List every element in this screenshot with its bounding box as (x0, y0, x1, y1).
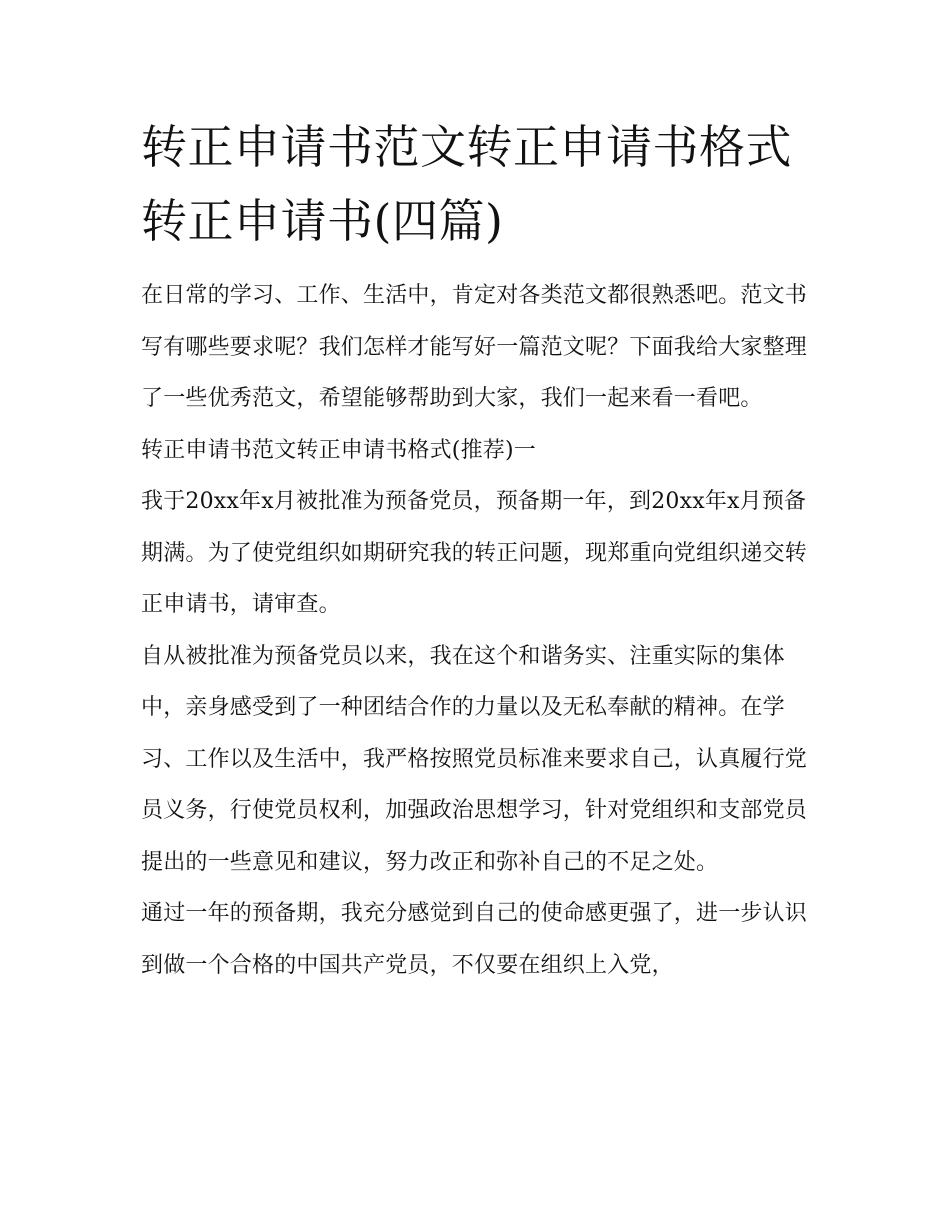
section-heading: 转正申请书范文转正申请书格式(推荐)一 (141, 437, 536, 463)
document-body (141, 110, 813, 991)
body-paragraph: 我于20xx年x月被批准为预备党员，预备期一年，到20xx年x月预备期满。为了使党组织如期研究我的转正问题，现郑重向党组织递交转正申请书，请审查。 (141, 489, 808, 617)
intro-paragraph: 在日常的学习、工作、生活中，肯定对各类范文都很熟悉吧。范文书写有哪些要求呢？我们怎样才能写好一篇范文呢？下面我给大家整理了一些优秀范文，希望能够帮助到大家，我们一起来看一看吧。 (141, 283, 808, 411)
body-paragraph: 自从被批准为预备党员以来，我在这个和谐务实、注重实际的集体中，亲身感受到了一种团结合作的力量以及无私奉献的精神。在学习、工作以及生活中，我严格按照党员标准来要求自己，认真履行党员义务，行使党员权利，加强政治思想学习，针对党组织和支部党员提出的一些意见和建议，努力改正和弥补自己的不足之处。 (141, 643, 808, 875)
document-title: 转正申请书范文转正申请书格式 转正申请书(四篇) (141, 120, 792, 248)
body-paragraph: 通过一年的预备期，我充分感觉到自己的使命感更强了，进一步认识到做一个合格的中国共产党员，不仅要在组织上入党， (141, 901, 808, 978)
